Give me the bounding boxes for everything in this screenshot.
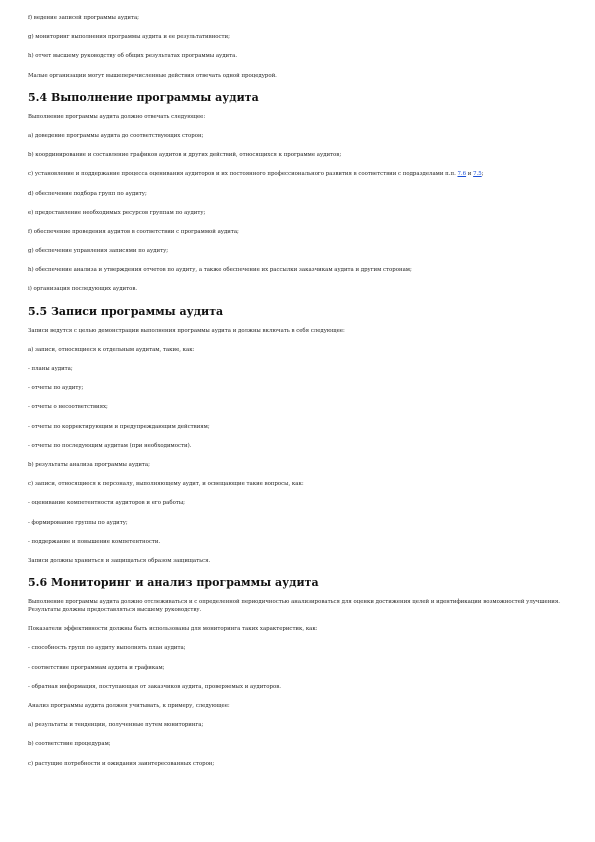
list-item: - соответствие программам аудита и графикам;	[28, 664, 165, 671]
list-item: c) записи, относящиеся к персоналу, выполняющему аудит, и освещающие такие вопросы, как:	[28, 481, 304, 488]
paragraph: Показатели эффективности должны быть использованы для мониторинга таких характеристик, как:	[28, 626, 318, 633]
list-item: - обратная информация, поступающая от заказчиков аудита, проверяемых и аудиторов.	[28, 683, 281, 690]
list-item: f) ведение записей программы аудита;	[28, 15, 139, 21]
list-item: b) соответствие процедурам;	[28, 741, 111, 748]
list-item: - отчеты по последующим аудитам (при необходимости).	[28, 442, 192, 449]
list-item: c) растущие потребности и ожидания заинтересованных сторон;	[28, 760, 215, 767]
list-item: b) координирование и составление графиков аудитов и других действий, относящихся к программе аудитов;	[28, 152, 342, 159]
section-heading-5-5: 5.5 Записи программы аудита	[28, 304, 224, 318]
list-item: i) организация последующих аудитов.	[28, 286, 138, 293]
list-item: d) обеспечение подбора групп по аудиту;	[28, 190, 147, 197]
list-item: - планы аудита;	[28, 366, 73, 372]
list-item: a) записи, относящиеся к отдельным аудитам, такие, как:	[28, 346, 195, 353]
list-item-text: c) установление и поддержание процесса оценивания аудиторов и их постоянного профессионального развития в соответствии с подразделами п.п.	[28, 171, 458, 178]
document-body	[28, 14, 573, 779]
list-item	[28, 170, 573, 178]
paragraph: Записи ведутся с целью демонстрации выполнения программы аудита и должны включать в себя следующее:	[28, 327, 345, 334]
list-item: f) обеспечение проведения аудитов в соответствии с программой аудита;	[28, 228, 239, 235]
list-item: g) обеспечение управления записями по аудиту;	[28, 248, 169, 255]
list-item: h) обеспечение анализа и утверждения отчетов по аудиту, а также обеспечение их рассылки заказчикам аудита и другим сторонам;	[28, 267, 412, 274]
list-item: - отчеты по корректирующим и предупреждающим действиям;	[28, 423, 210, 430]
list-item-text: и	[466, 171, 474, 178]
section-heading-5-4: 5.4 Выполнение программы аудита	[28, 90, 259, 104]
list-item: h) отчет высшему руководству об общих результатах программы аудита.	[28, 53, 238, 60]
paragraph: Записи должны храниться и защищаться образом защищаться.	[28, 557, 211, 564]
list-item: - отчеты о несоответствиях;	[28, 404, 108, 411]
list-item: a) результаты и тенденции, полученные путем мониторинга;	[28, 722, 204, 729]
list-item: - оценивание компетентности аудиторов и его работы;	[28, 500, 185, 507]
list-item: a) доведение программы аудита до соответствующих сторон;	[28, 132, 204, 139]
paragraph: Выполнение программы аудита должно отвечать следующее:	[28, 113, 206, 120]
list-item: b) результаты анализа программы аудита;	[28, 461, 150, 468]
list-item: g) мониторинг выполнения программы аудита и ее результативности;	[28, 34, 230, 41]
list-item-text: ;	[481, 171, 484, 178]
link-7-5[interactable]: 7.5	[473, 171, 482, 178]
list-item: - отчеты по аудиту;	[28, 385, 84, 392]
paragraph: Анализ программы аудита должен учитывать, к примеру, следующее:	[28, 703, 230, 709]
list-item: e) предоставление необходимых ресурсов группам по аудиту;	[28, 209, 206, 216]
paragraph: Выполнение программы аудита должно отслеживаться и с определенной периодичностью анализироваться для оценки достижения целей и идентификации возможностей улучшения. Результаты должны предоставляться высшему руководству.	[28, 599, 560, 614]
list-item: - способность групп по аудиту выполнять план аудита;	[28, 645, 186, 652]
list-item: - формирование группы по аудиту;	[28, 519, 128, 526]
paragraph: Малые организации могут вышеперечисленные действия отвечать одной процедурой.	[28, 72, 277, 79]
list-item: - поддержание и повышение компетентности.	[28, 538, 161, 545]
link-7-6[interactable]: 7.6	[457, 171, 467, 178]
section-heading-5-6: 5.6 Мониторинг и анализ программы аудита	[28, 576, 319, 590]
